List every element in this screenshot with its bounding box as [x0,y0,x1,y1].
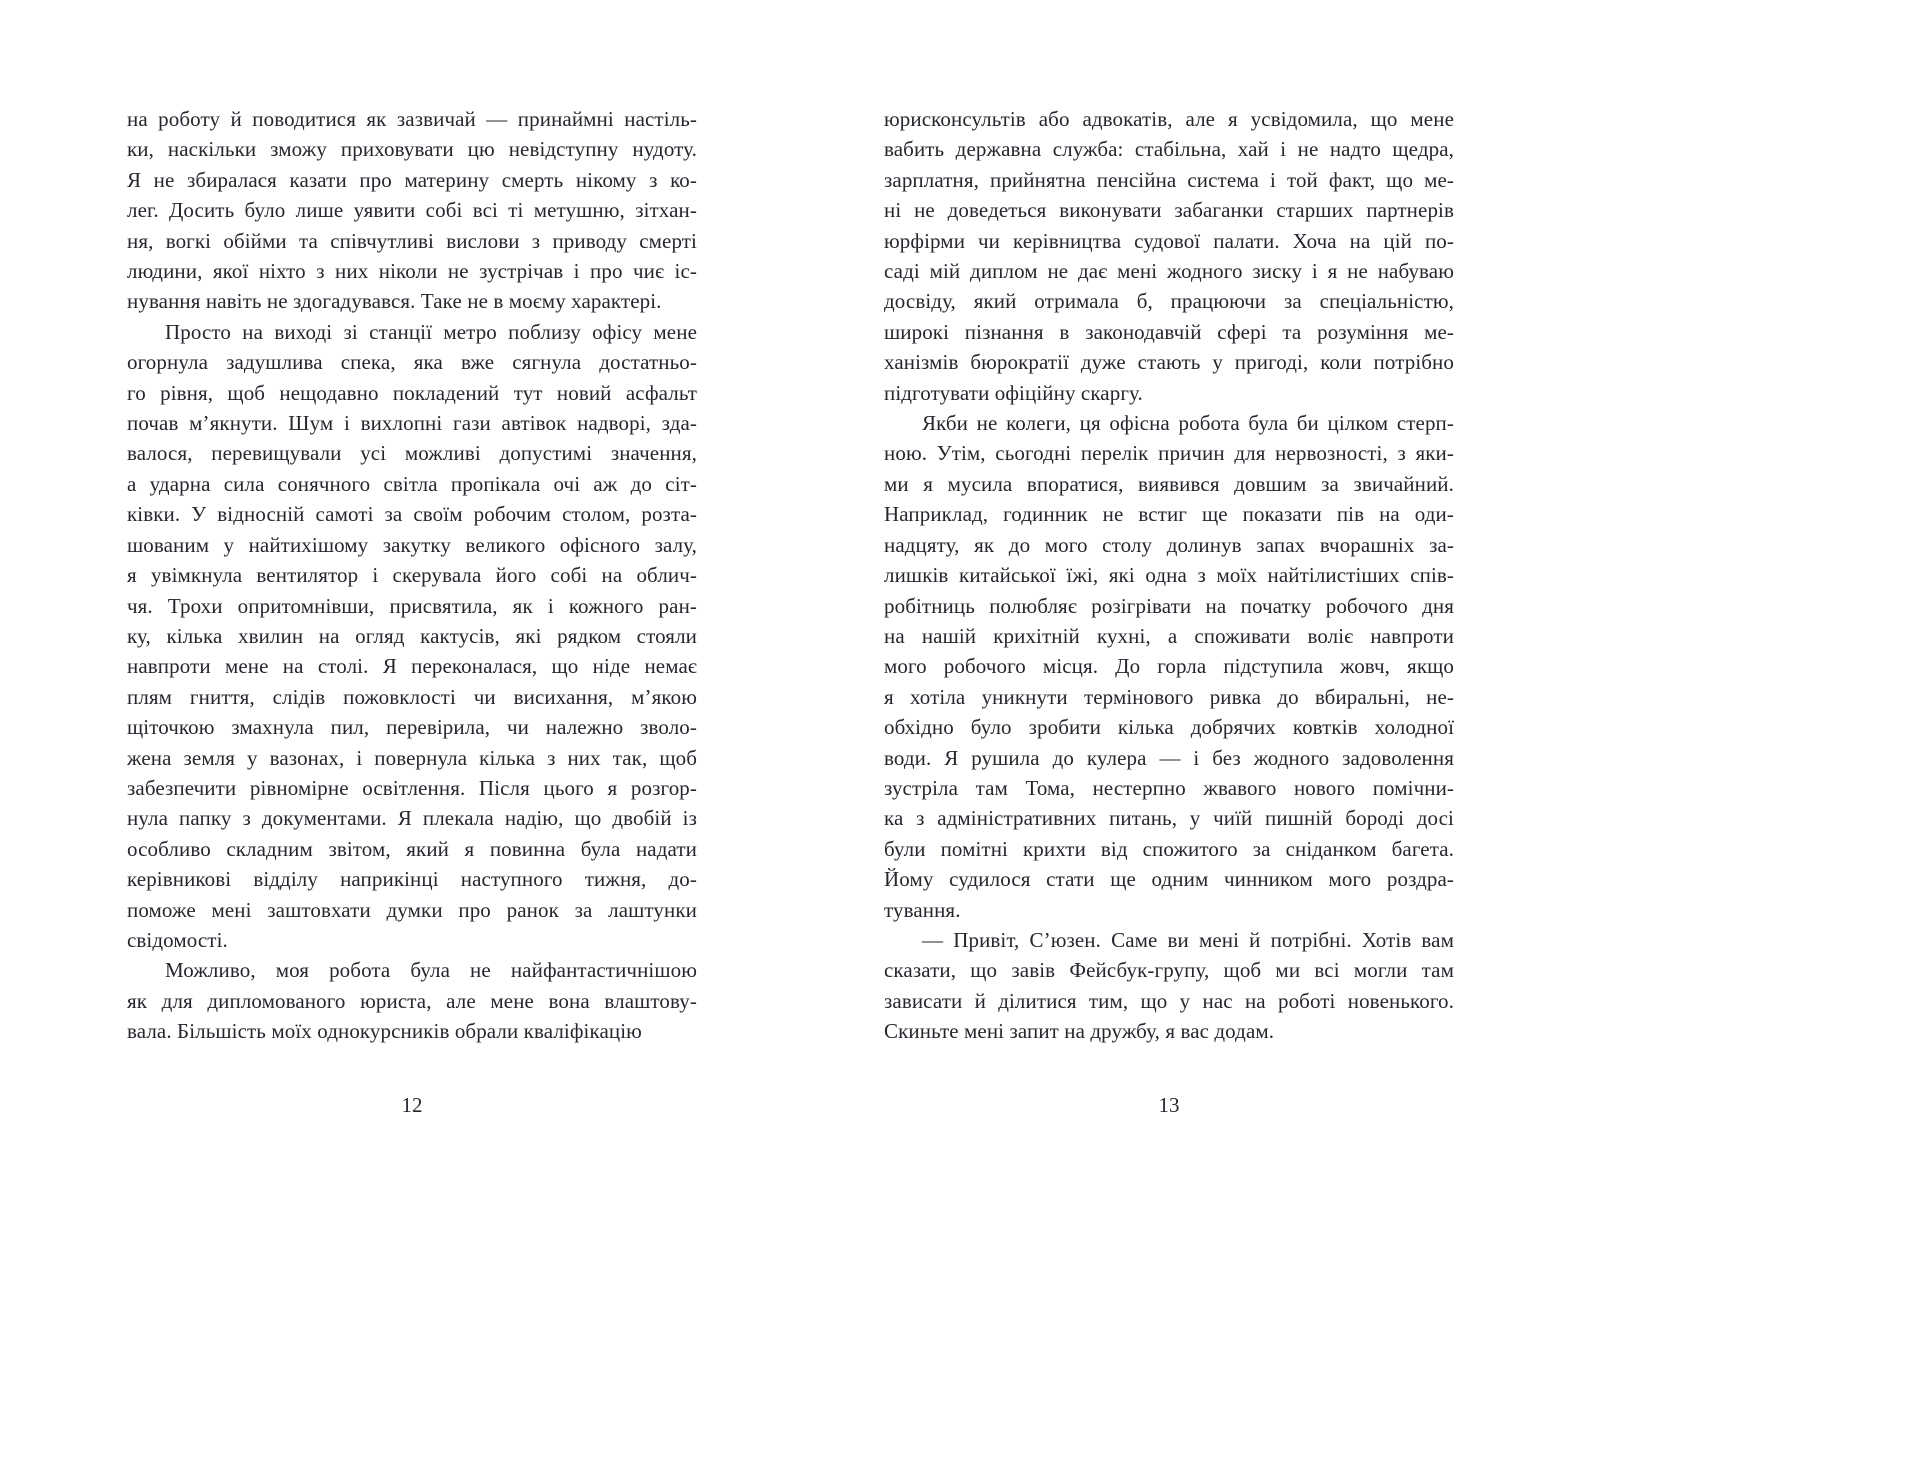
text-line: ми я мусила впоратися, виявився довшим за звичайний. [884,471,1454,496]
text-line: щіточкою змахнула пил, перевірила, чи належно зволо- [127,715,697,740]
text-line: зарплатня, прийнятна пенсійна система і той факт, що ме- [884,167,1454,192]
text-line: шованим у найтихішому закутку великого офісного залу, [127,532,697,557]
text-line: води. Я рушила до кулера — і без жодного задоволення [884,745,1454,770]
text-line: валося, перевищували усі можливі допустимі значення, [127,441,697,466]
text-line: навпроти мене на столі. Я переконалася, що ніде немає [127,654,697,679]
paragraph [884,104,1454,408]
text-line: юрисконсультів або адвокатів, але я усвідомила, що мене [884,107,1454,131]
text-line: особливо складним звітом, який я повинна була надати [127,836,697,861]
text-line: почав м’якнути. Шум і вихлопні гази автівок надворі, зда- [127,411,697,436]
text-line: Я не збиралася казати про материну смерть нікому з ко- [127,167,697,192]
paragraph [884,925,1454,1047]
text-line: тування. [884,897,961,922]
page-left-number: 12 [401,1093,423,1117]
text-line: ня, вогкі обійми та співчутливі вислови з приводу смерті [127,228,697,253]
text-line: го рівня, щоб нещодавно покладений тут новий асфальт [127,380,697,405]
page-right [884,104,1454,1144]
paragraph [127,317,697,956]
text-line: робітниць полюбляє розігрівати на початку робочого дня [884,593,1454,618]
text-line: я увімкнула вентилятор і скерувала його собі на облич- [127,563,697,588]
text-line: лишків китайської їжі, які одна з моїх найтілистіших спів- [884,563,1454,588]
text-line: ною. Утім, сьогодні перелік причин для нервозності, з яки- [884,441,1454,466]
text-line: плям гниття, слідів пожовклості чи висихання, м’якою [127,684,697,709]
text-line: обхідно було зробити кілька добрячих ковтків холодної [884,715,1454,740]
text-line: Якби не колеги, ця офісна робота була би цілком стерп- [922,411,1454,436]
text-line: я хотіла уникнути термінового ривка до вбиральні, не- [884,684,1454,709]
text-line: вабить державна служба: стабільна, хай і не надто щедра, [884,137,1454,162]
text-line: юрфірми чи керівництва судової палати. Хоча на цій по- [884,228,1454,253]
text-line: підготувати офіційну скаргу. [884,380,1143,405]
text-line: сказати, що завів Фейсбук-групу, щоб ми всі могли там [884,958,1454,983]
text-line: нування навіть не здогадувався. Таке не в моєму характері. [127,289,662,314]
text-line: свідомості. [127,927,228,952]
text-line: Можливо, моя робота була не найфантастичнішою [165,958,697,983]
text-line: Йому судилося стати ще одним чинником мого роздра- [884,867,1454,892]
paragraph [127,955,697,1046]
paragraph [127,104,697,317]
text-line: саді мій диплом не дає мені жодного зиску і я не набуваю [884,259,1454,284]
text-line: лег. Досить було лише уявити собі всі ті метушню, зітхан- [127,198,697,223]
page-left [127,104,697,1144]
text-line: Просто на виході зі станції метро поблизу офісу мене [165,319,697,344]
text-line: людини, якої ніхто з них ніколи не зустрічав і про чиє іс- [127,259,697,284]
text-line: ку, кілька хвилин на огляд кактусів, які рядком стояли [127,623,697,648]
text-line: вала. Більшість моїх однокурсників обрали кваліфікацію [127,1019,642,1044]
text-line: ханізмів бюрократії дуже стають у пригоді, коли потрібно [884,350,1454,375]
text-line: мого робочого місця. До горла підступила жовч, якщо [884,654,1454,679]
text-line: на нашій крихітній кухні, а споживати воліє навпроти [884,623,1454,648]
text-line: зустріла там Тома, нестерпно жвавого нового помічни- [884,775,1454,800]
text-line: а ударна сила сонячного світла пропікала очі аж до сіт- [127,471,697,496]
text-line: ківки. У відносній самоті за своїм робочим столом, розта- [127,502,697,527]
text-line: ні не доведеться виконувати забаганки старших партнерів [884,198,1454,223]
text-line: ки, наскільки зможу приховувати цю невідступну нудоту. [127,137,697,162]
page-right-number: 13 [1158,1093,1180,1117]
text-line: поможе мені заштовхати думки про ранок за лаштунки [127,897,697,922]
text-line: жена земля у вазонах, і повернула кілька з них так, щоб [127,745,697,770]
text-line: надцяту, як до мого столу долинув запах вчорашніх за- [884,532,1454,557]
text-line: ка з адміністративних питань, у чиїй пишній бороді досі [884,806,1454,831]
text-line: огорнула задушлива спека, яка вже сягнула достатньо- [127,350,697,375]
page-left-text [127,104,697,1047]
text-line: керівникові відділу наприкінці наступного тижня, до- [127,867,697,892]
text-line: Скиньте мені запит на дружбу, я вас додам. [884,1019,1275,1044]
text-line: на роботу й поводитися як зазвичай — принаймні настіль- [127,107,697,131]
text-line: чя. Трохи опритомнівши, присвятила, як і кожного ран- [127,593,697,618]
paragraph [884,408,1454,925]
text-line: досвіду, який отримала б, працюючи за спеціальністю, [884,289,1454,314]
text-line: були помітні крихти від спожитого за сніданком багета. [884,836,1454,861]
text-line: Наприклад, годинник не встиг ще показати пів на оди- [884,502,1454,527]
text-line: зависати й ділитися тим, що у нас на роботі новенького. [884,988,1454,1013]
page-right-text [884,104,1454,1047]
text-line: — Привіт, С’юзен. Саме ви мені й потрібні. Хотів вам [922,927,1454,952]
text-line: нула папку з документами. Я плекала надію, що двобій із [127,806,697,831]
text-line: забезпечити рівномірне освітлення. Після цього я розгор- [127,775,697,800]
text-line: широкі пізнання в законодавчій сфері та розуміння ме- [884,319,1454,344]
text-line: як для дипломованого юриста, але мене вона влаштову- [127,988,697,1013]
